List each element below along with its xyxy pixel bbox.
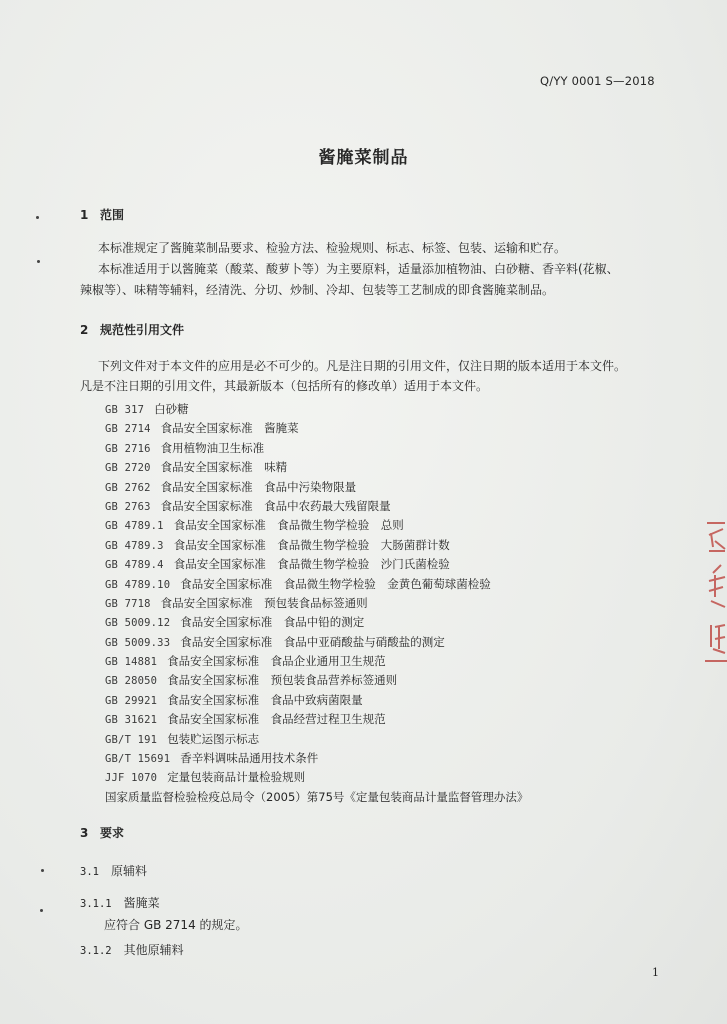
reference-item <box>105 652 528 671</box>
section-1-heading <box>80 206 124 223</box>
references-intro-line-2: 凡是不注日期的引用文件，其最新版本（包括所有的修改单）适用于本文件。 <box>80 379 489 393</box>
reference-item <box>105 458 528 477</box>
reference-item <box>105 613 528 632</box>
reference-item <box>105 439 528 458</box>
reference-code: GB 4789.10 <box>105 578 171 591</box>
reference-code: GB/T 191 <box>105 733 158 746</box>
reference-item <box>105 749 528 768</box>
reference-item <box>105 768 528 787</box>
reference-code: GB 317 <box>105 404 145 416</box>
reference-name: 食品安全国家标准 食品中污染物限量 <box>160 479 357 494</box>
reference-code: JJF 1070 <box>105 772 158 785</box>
reference-item <box>105 788 528 807</box>
reference-code: GB 28050 <box>105 675 158 688</box>
reference-item <box>105 536 528 555</box>
reference-item <box>105 400 528 419</box>
reference-code: GB 2762 <box>105 481 151 494</box>
scope-paragraph-2-line-2: 辣椒等）、味精等辅料，经清洗、分切、炒制、冷却、包装等工艺制成的即食酱腌菜制品。 <box>80 283 555 297</box>
subsection-title: 原辅料 <box>110 864 147 878</box>
reference-name: 食品安全国家标准 食品微生物学检验 总则 <box>173 518 404 533</box>
reference-name: 香辛料调味品通用技术条件 <box>180 751 319 766</box>
seal-stamp-graphic <box>701 515 727 665</box>
reference-code: GB 31621 <box>105 714 158 727</box>
reference-code: GB 5009.12 <box>105 617 171 630</box>
reference-code: GB 29921 <box>105 694 158 707</box>
reference-name: 食品安全国家标准 食品微生物学检验 沙门氏菌检验 <box>173 557 450 572</box>
section-number: 3 <box>80 826 89 840</box>
reference-name: 白砂糖 <box>154 402 189 416</box>
scan-speck <box>40 909 43 912</box>
reference-item <box>105 575 528 594</box>
reference-name: 国家质量监督检验检疫总局令（2005）第75号《定量包装商品计量监督管理办法》 <box>105 789 529 804</box>
section-title: 规范性引用文件 <box>100 323 185 337</box>
reference-name: 食品安全国家标准 食品微生物学检验 金黄色葡萄球菌检验 <box>180 576 491 591</box>
reference-item <box>105 710 528 729</box>
scan-speck <box>36 216 39 219</box>
document-code: Q/YY 0001 S—2018 <box>540 74 655 88</box>
section-2-heading <box>80 321 184 338</box>
scan-speck <box>41 869 44 872</box>
reference-name: 定量包装商品计量检验规则 <box>167 770 306 785</box>
reference-item <box>105 555 528 574</box>
reference-item <box>105 594 528 613</box>
subsection-title: 酱腌菜 <box>123 896 160 910</box>
reference-item <box>105 691 528 710</box>
reference-name: 食品安全国家标准 食品企业通用卫生规范 <box>167 654 386 669</box>
reference-name: 食品安全国家标准 食品经营过程卫生规范 <box>167 712 386 727</box>
reference-item <box>105 671 528 690</box>
section-title: 范围 <box>100 208 125 222</box>
scope-paragraph-1: 本标准规定了酱腌菜制品要求、检验方法、检验规则、标志、标签、包装、运输和贮存。 <box>98 241 567 255</box>
subsection-number: 3.1.1 <box>80 898 112 910</box>
reference-item <box>105 633 528 652</box>
document-title: 酱腌菜制品 <box>318 148 409 168</box>
reference-code: GB 5009.33 <box>105 636 171 649</box>
section-number: 1 <box>80 208 89 222</box>
reference-code: GB 2720 <box>105 462 151 475</box>
reference-item <box>105 497 528 516</box>
reference-item <box>105 516 528 535</box>
reference-code: GB 14881 <box>105 656 158 669</box>
reference-code: GB 4789.4 <box>105 559 164 572</box>
section-title: 要求 <box>100 826 125 840</box>
subsection-3-1-heading <box>80 862 147 879</box>
reference-name: 食品安全国家标准 食品中亚硝酸盐与硝酸盐的测定 <box>180 634 445 649</box>
subsection-number: 3.1 <box>80 866 99 878</box>
reference-name: 食品安全国家标准 预包装食品标签通则 <box>160 595 368 610</box>
reference-name: 食品安全国家标准 味精 <box>160 460 288 475</box>
subsection-number: 3.1.2 <box>80 945 112 957</box>
reference-code: GB 4789.1 <box>105 520 164 533</box>
subsection-title: 其他原辅料 <box>123 943 184 957</box>
reference-code: GB/T 15691 <box>105 753 171 766</box>
scope-paragraph-2-line-1: 本标准适用于以酱腌菜（酸菜、酸萝卜等）为主要原料，适量添加植物油、白砂糖、香辛料(花椒、 <box>98 262 619 276</box>
reference-name: 食品安全国家标准 酱腌菜 <box>160 421 299 436</box>
reference-name: 食用植物油卫生标准 <box>160 440 265 455</box>
reference-name: 食品安全国家标准 食品中致病菌限量 <box>167 692 363 707</box>
section-3-heading <box>80 824 124 841</box>
seal-stamp <box>701 515 727 665</box>
reference-code: GB 4789.3 <box>105 539 164 552</box>
scan-speck <box>37 260 40 263</box>
reference-name: 食品安全国家标准 食品中铅的测定 <box>180 615 365 630</box>
page-number: 1 <box>652 966 659 979</box>
reference-name: 食品安全国家标准 食品微生物学检验 大肠菌群计数 <box>173 537 450 552</box>
reference-code: GB 2763 <box>105 500 151 513</box>
subsection-3-1-2-heading <box>80 941 184 958</box>
reference-item <box>105 730 528 749</box>
reference-list <box>105 400 528 807</box>
reference-name: 包装贮运图示标志 <box>167 731 260 746</box>
subsection-3-1-1-heading <box>80 894 160 911</box>
references-intro-line-1: 下列文件对于本文件的应用是必不可少的。凡是注日期的引用文件，仅注日期的版本适用于本文件。 <box>98 359 627 373</box>
reference-item <box>105 419 528 438</box>
reference-code: GB 2716 <box>105 442 151 455</box>
reference-item <box>105 478 528 497</box>
section-number: 2 <box>80 323 89 337</box>
reference-name: 食品安全国家标准 预包装食品营养标签通则 <box>167 673 398 688</box>
reference-code: GB 7718 <box>105 597 151 610</box>
reference-name: 食品安全国家标准 食品中农药最大残留限量 <box>160 498 391 513</box>
subsection-3-1-1-text: 应符合 GB 2714 的规定。 <box>104 918 248 932</box>
reference-code: GB 2714 <box>105 423 151 436</box>
